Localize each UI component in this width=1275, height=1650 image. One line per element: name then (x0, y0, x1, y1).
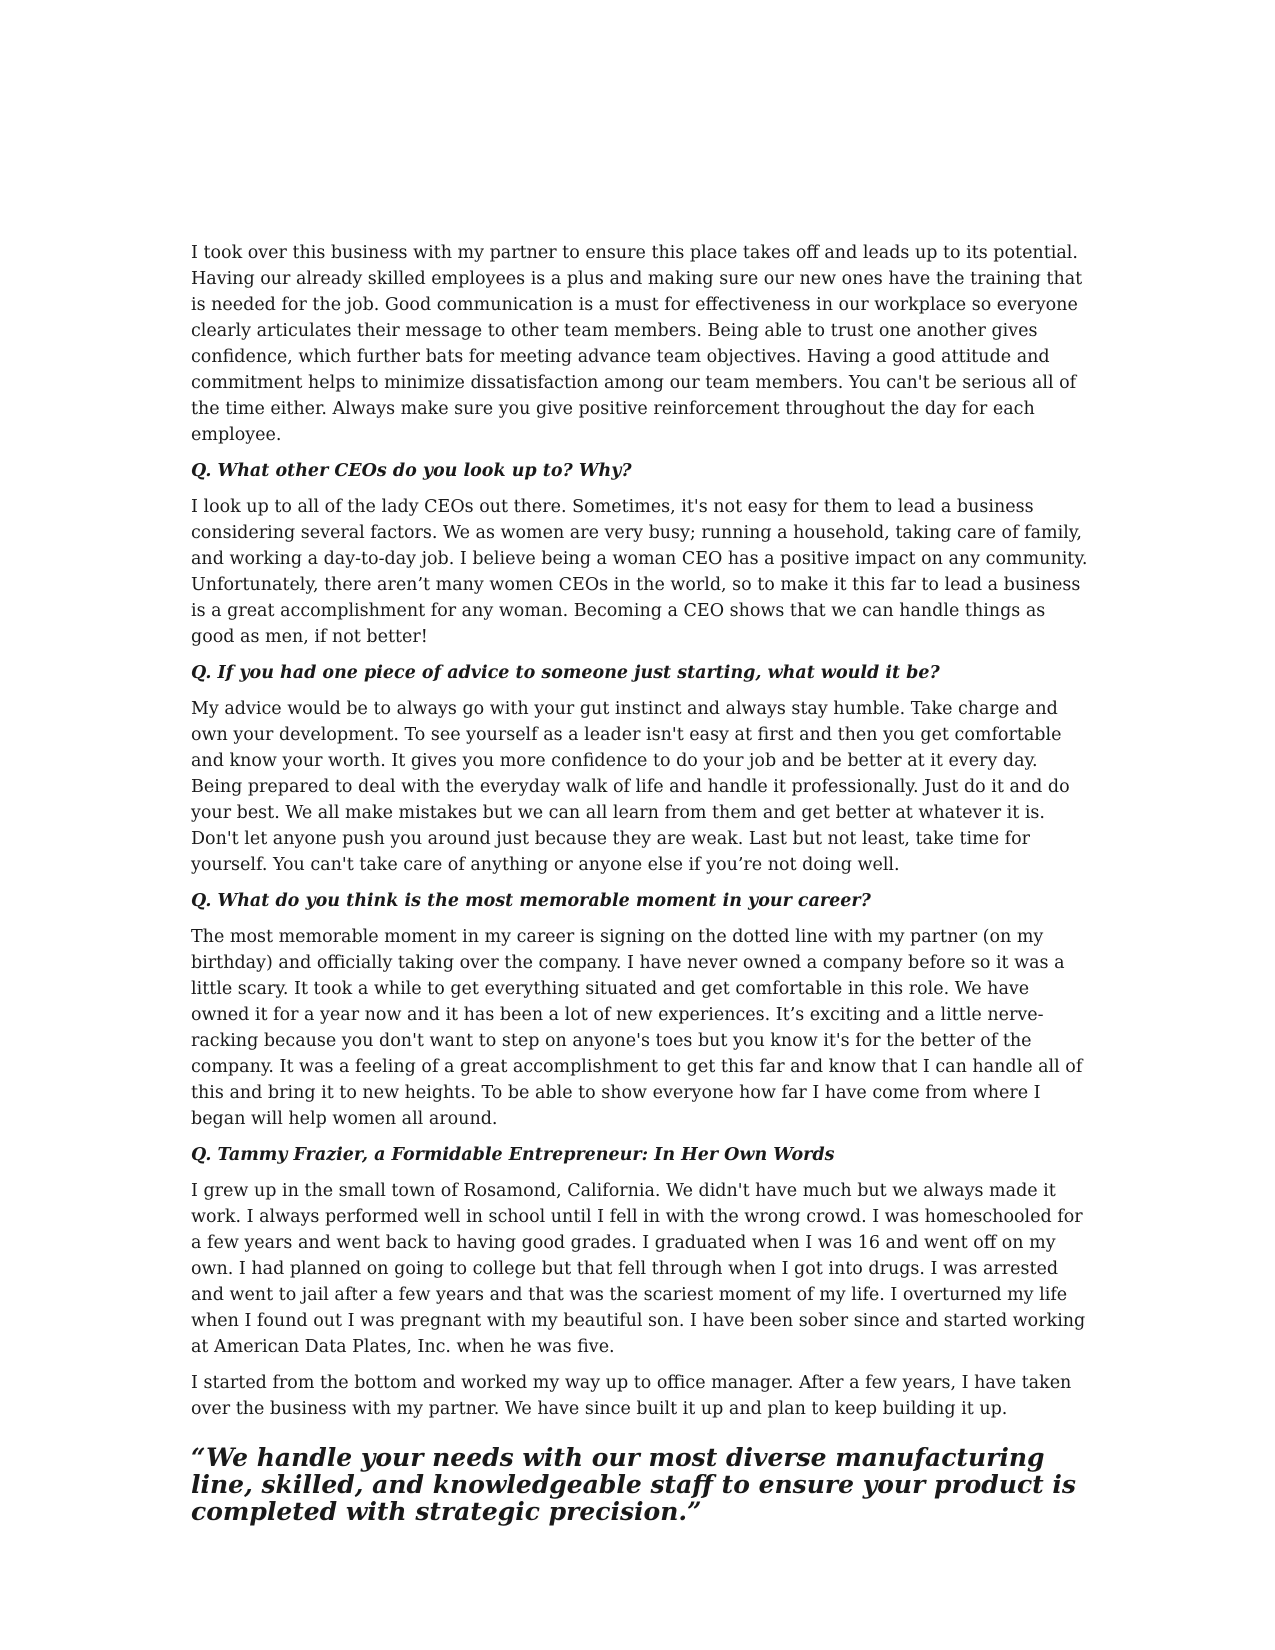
question-advice: Q. If you had one piece of advice to someone just starting, what would it be? (191, 663, 940, 683)
article-body (191, 240, 1091, 1525)
intro-paragraph: I took over this business with my partner to ensure this place takes off and leads up to its potential. Having our already skilled employees is a plus and making sure our new ones have the training that is needed for the job. Good communication is a must for effectiveness in our workplace so everyone clearly articulates their message to other team members. Being able to trust one another gives confidence, which further bats for meeting advance team objectives. Having a good attitude and commitment helps to minimize dissatisfaction among our team members. You can't be serious all of the time either. Always make sure you give positive reinforcement throughout the day for each employee. (191, 243, 1083, 445)
answer-own-words-paragraph-1: I grew up in the small town of Rosamond, California. We didn't have much but we always made it work. I always performed well in school until I fell in with the wrong crowd. I was homeschooled for a few years and went back to having good grades. I graduated when I was 16 and went off on my own. I had planned on going to college but that fell through when I got into drugs. I was arrested and went to jail after a few years and that was the scariest moment of my life. I overturned my life when I found out I was pregnant with my beautiful son. I have been sober since and started working at American Data Plates, Inc. when he was five. (191, 1181, 1086, 1357)
answer-memorable-moment: The most memorable moment in my career is signing on the dotted line with my partner (on my birthday) and officially taking over the company. I have never owned a company before so it was a little scary. It took a while to get everything situated and get comfortable in this role. We have owned it for a year now and it has been a lot of new experiences. It’s exciting and a little nerve-racking because you don't want to step on anyone's toes but you know it's for the better of the company. It was a feeling of a great accomplishment to get this far and know that I can handle all of this and bring it to new heights. To be able to show everyone how far I have come from where I began will help women all around. (191, 927, 1083, 1129)
answer-ceos-look-up-to: I look up to all of the lady CEOs out there. Sometimes, it's not easy for them to lead a business considering several factors. We as women are very busy; running a household, taking care of family, and working a day-to-day job. I believe being a woman CEO has a positive impact on any community. Unfortunately, there aren’t many women CEOs in the world, so to make it this far to lead a business is a great accomplishment for any woman. Becoming a CEO shows that we can handle things as good as men, if not better! (191, 497, 1088, 647)
question-memorable-moment: Q. What do you think is the most memorable moment in your career? (191, 891, 871, 911)
answer-own-words-paragraph-2: I started from the bottom and worked my way up to office manager. After a few years, I have taken over the business with my partner. We have since built it up and plan to keep building it up. (191, 1373, 1072, 1419)
answer-advice: My advice would be to always go with your gut instinct and always stay humble. Take charge and own your development. To see yourself as a leader isn't easy at first and then you get comfortable and know your worth. It gives you more confidence to do your job and be better at it every day. Being prepared to deal with the everyday walk of life and handle it professionally. Just do it and do your best. We all make mistakes but we can all learn from them and get better at whatever it is. Don't let anyone push you around just because they are weak. Last but not least, take time for yourself. You can't take care of anything or anyone else if you’re not doing well. (191, 699, 1070, 875)
question-own-words: Q. Tammy Frazier, a Formidable Entrepreneur: In Her Own Words (191, 1145, 835, 1165)
question-ceos-look-up-to: Q. What other CEOs do you look up to? Why? (191, 461, 632, 481)
pull-quote: “We handle your needs with our most diverse manufacturing line, skilled, and knowledgeable staff to ensure your product is completed with strategic precision.” (191, 1443, 1076, 1526)
